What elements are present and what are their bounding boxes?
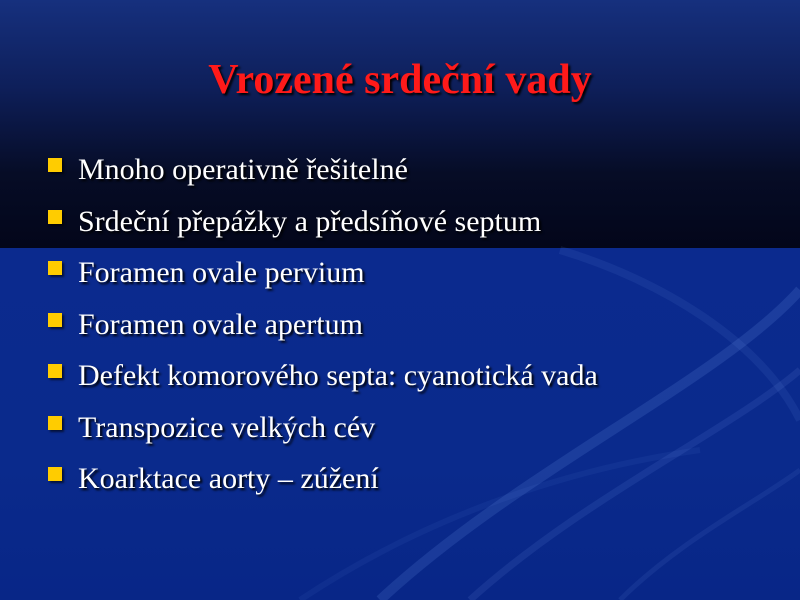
list-item (48, 404, 788, 456)
bullet-text: Defekt komorového septa: cyanotická vada (78, 359, 598, 392)
square-bullet-icon (48, 416, 62, 430)
list-item (48, 146, 788, 198)
bullet-text: Foramen ovale apertum (78, 307, 363, 341)
bullet-text: Srdeční přepážky a předsíňové septum (78, 204, 542, 238)
list-item (48, 301, 788, 353)
square-bullet-icon (48, 467, 62, 481)
bullet-text: Koarktace aorty – zúžení (78, 462, 379, 495)
bullet-text: Mnoho operativně řešitelné (78, 153, 408, 186)
square-bullet-icon (48, 210, 62, 224)
bullet-list (48, 146, 788, 507)
list-item (48, 455, 788, 507)
square-bullet-icon (48, 158, 62, 172)
slide-title: Vrozené srdeční vady (208, 57, 592, 103)
bullet-text: Transpozice velkých cév (78, 410, 376, 444)
list-item (48, 198, 788, 250)
square-bullet-icon (48, 313, 62, 327)
list-item (48, 249, 788, 301)
square-bullet-icon (48, 364, 62, 378)
square-bullet-icon (48, 261, 62, 275)
bullet-text: Foramen ovale pervium (78, 256, 365, 289)
list-item (48, 352, 788, 404)
